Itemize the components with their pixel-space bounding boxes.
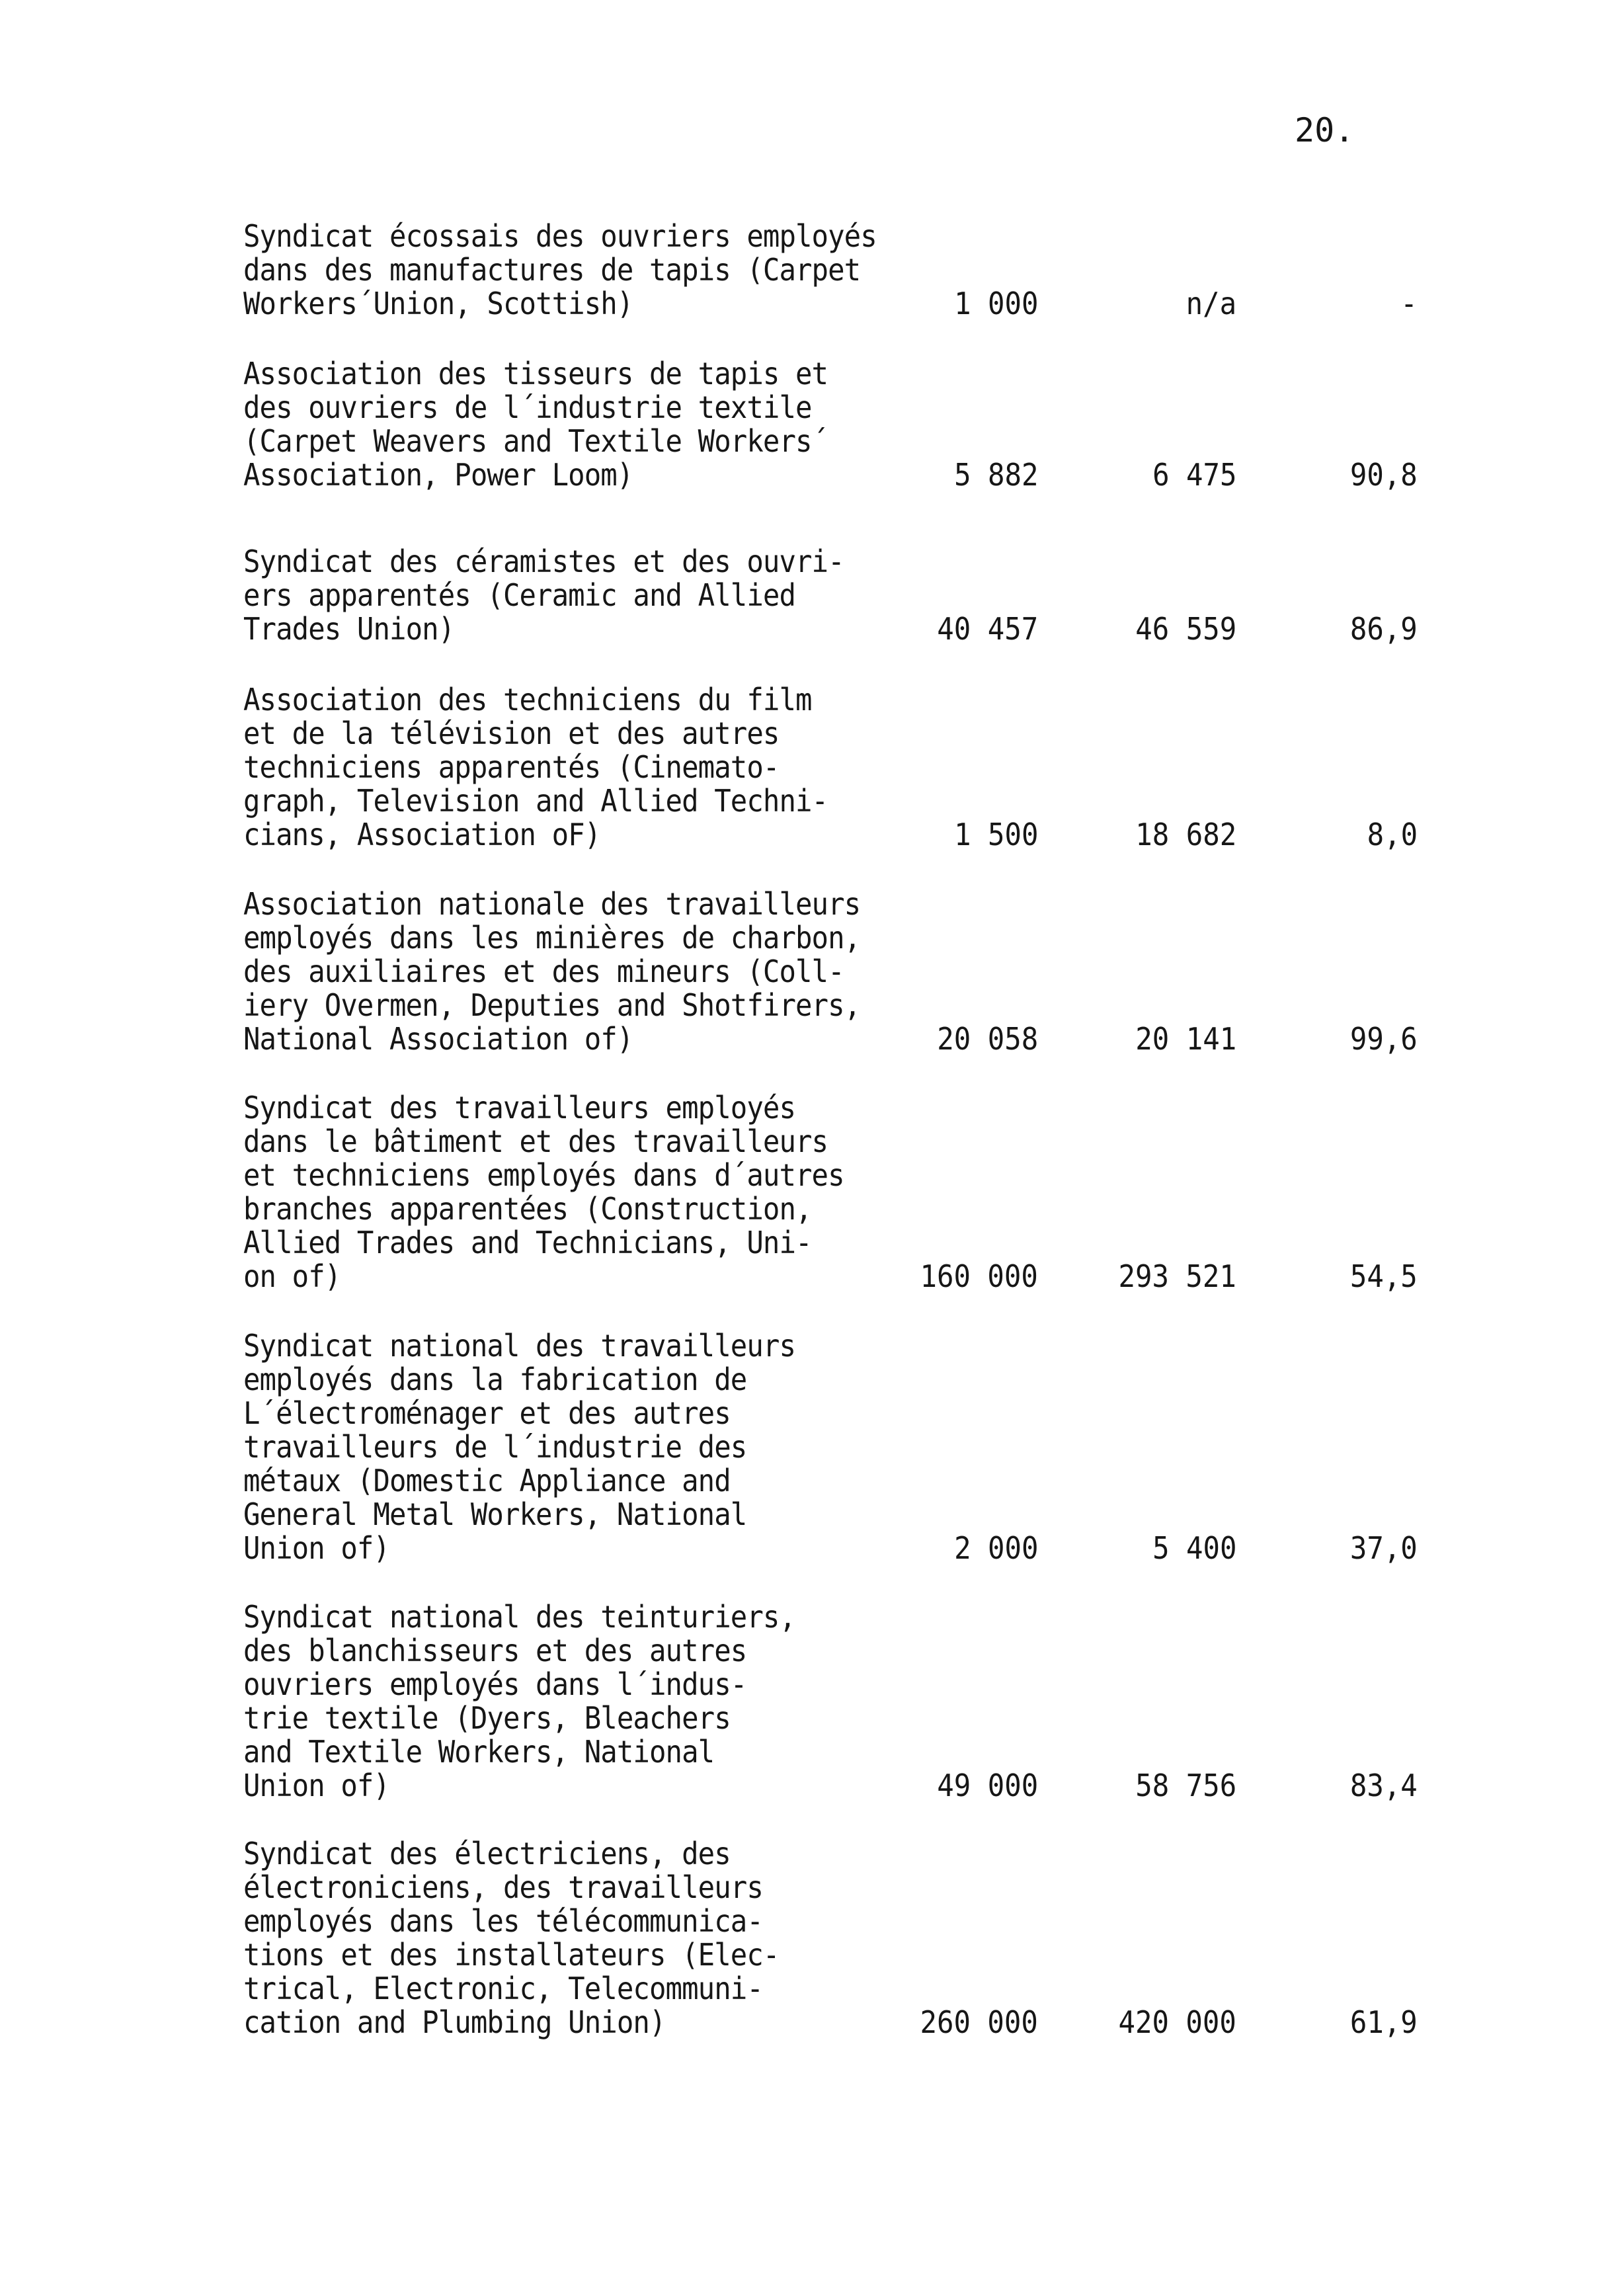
union-name: Syndicat des travailleurs employés dans le bâtiment et des travailleurs et techniciens employés dans d´autres branches apparentées (Construction, Allied Trades and Technicians, Uni- on of) [243, 1090, 844, 1294]
value-column-3: 8,0 [1367, 817, 1418, 852]
value-column-1: 2 000 [953, 1530, 1038, 1566]
union-name: Syndicat écossais des ouvriers employés dans des manufactures de tapis (Carpet Workers´Union, Scottish) [243, 218, 877, 321]
union-name: Syndicat national des travailleurs employés dans la fabrication de L´électroménager et des autres travailleurs de l´industrie des métaux (Domestic Appliance and General Metal Workers, National Union of) [243, 1328, 796, 1566]
value-column-3: 83,4 [1350, 1768, 1418, 1803]
value-column-3: - [1400, 286, 1418, 321]
union-name: Association nationale des travailleurs employés dans les minières de charbon, des auxiliaires et des mineurs (Coll- iery Overmen, Deputies and Shotfirers, National Association of) [243, 886, 861, 1057]
value-column-3: 54,5 [1350, 1258, 1418, 1294]
page-number: 20. [1295, 111, 1355, 149]
union-name: Association des techniciens du film et de la télévision et des autres techniciens apparentés (Cinemato- graph, Television and Allied Techni- cians, Association oF) [243, 682, 828, 852]
value-column-3: 90,8 [1350, 457, 1418, 493]
value-column-3: 61,9 [1350, 2004, 1418, 2040]
value-column-2: 46 559 [1135, 611, 1236, 647]
value-column-1: 160 000 [920, 1258, 1038, 1294]
value-column-3: 37,0 [1350, 1530, 1418, 1566]
value-column-1: 49 000 [937, 1768, 1038, 1803]
value-column-1: 1 500 [953, 817, 1038, 852]
union-name: Syndicat des électriciens, des électroniciens, des travailleurs employés dans les télécommunica- tions et des installateurs (Elec- trical, Electronic, Telecommuni- cation and Plumbing Union) [243, 1836, 780, 2040]
value-column-1: 5 882 [953, 457, 1038, 493]
value-column-3: 86,9 [1350, 611, 1418, 647]
value-column-2: 58 756 [1135, 1768, 1236, 1803]
value-column-2: 5 400 [1152, 1530, 1236, 1566]
value-column-2: 6 475 [1152, 457, 1236, 493]
value-column-1: 1 000 [953, 286, 1038, 321]
value-column-2: 293 521 [1118, 1258, 1236, 1294]
value-column-1: 260 000 [920, 2004, 1038, 2040]
value-column-1: 40 457 [937, 611, 1038, 647]
value-column-2: 18 682 [1135, 817, 1236, 852]
value-column-1: 20 058 [937, 1021, 1038, 1057]
value-column-2: 420 000 [1118, 2004, 1236, 2040]
value-column-3: 99,6 [1350, 1021, 1418, 1057]
union-name: Syndicat national des teinturiers, des blanchisseurs et des autres ouvriers employés dans l´indus- trie textile (Dyers, Bleachers and Textile Workers, National Union of) [243, 1599, 796, 1803]
value-column-2: n/a [1186, 286, 1236, 321]
union-name: Syndicat des céramistes et des ouvri- ers apparentés (Ceramic and Allied Trades Union) [243, 544, 844, 647]
value-column-2: 20 141 [1135, 1021, 1236, 1057]
union-name: Association des tisseurs de tapis et des ouvriers de l´industrie textile (Carpet Weavers and Textile Workers´ Association, Power Loom) [243, 356, 828, 493]
